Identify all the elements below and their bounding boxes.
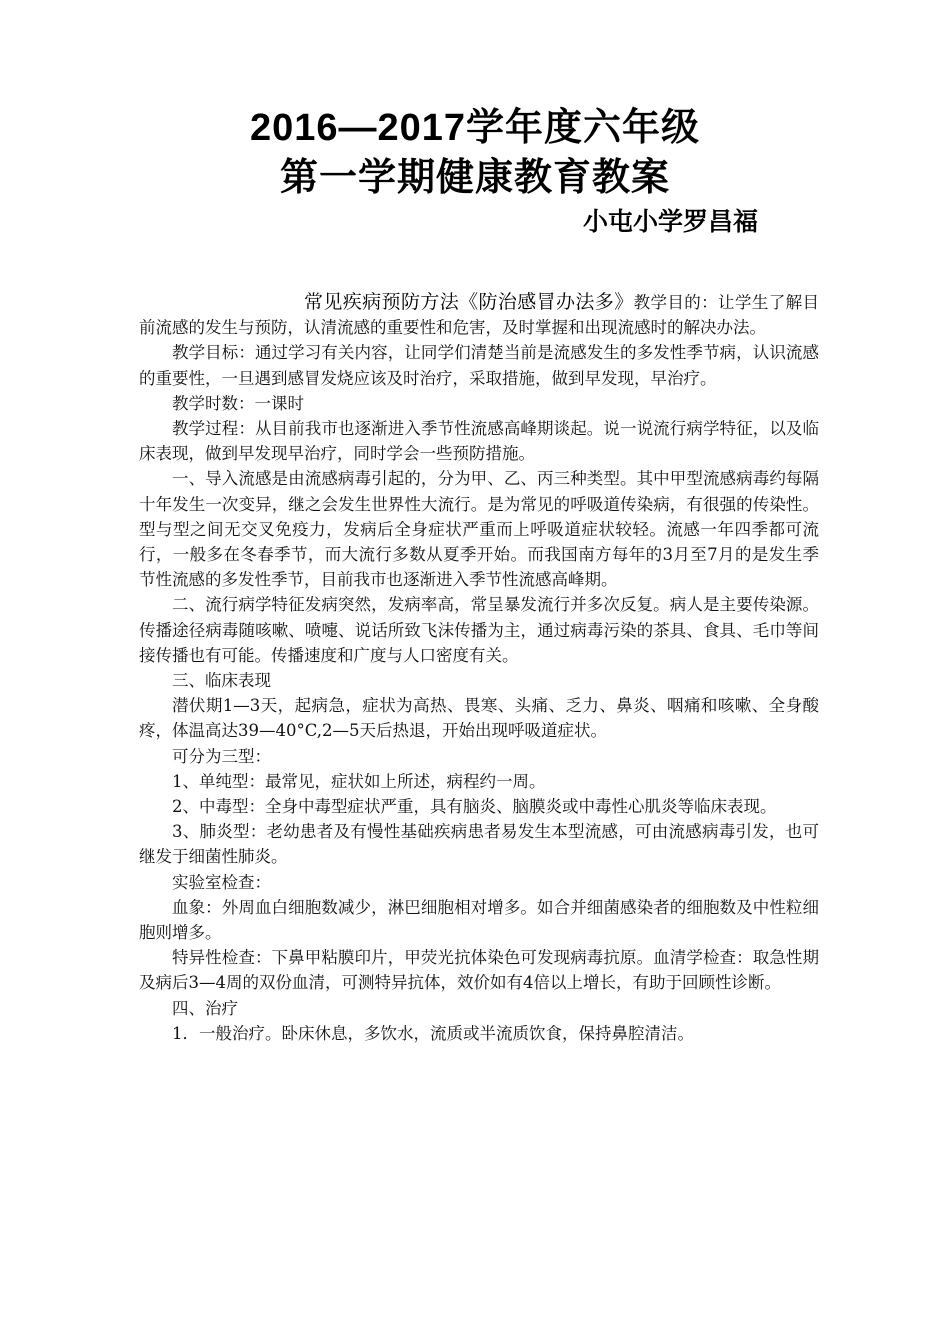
lesson-purpose: 教学目的：让学生了解目前流感的发生与预防，认清流感的重要性和危害，及时掌握和出现流感时的解决办法。 (139, 293, 819, 338)
paragraph-section-2-epidemiology: 二、流行病学特征发病突然，发病率高，常呈暴发流行并多次反复。病人是主要传染源。传播途径病毒随咳嗽、喷嚏、说话所致飞沫传播为主，通过病毒污染的茶具、食具、毛巾等间接传播也有可能。传播速度和广度与人口密度有关。 (139, 595, 819, 665)
paragraph-general-treatment: 1．一般治疗。卧床休息，多饮水，流质或半流质饮食，保持鼻腔清洁。 (172, 1023, 694, 1043)
paragraph-type-pneumonia: 3、肺炎型：老幼患者及有慢性基础疾病患者易发生本型流感，可由流感病毒引发，也可继发于细菌性肺炎。 (139, 822, 819, 867)
paragraph-class-hours: 教学时数：一课时 (172, 393, 304, 413)
heading-section-3-clinical: 三、临床表现 (172, 671, 271, 691)
heading-section-4-treatment: 四、治疗 (172, 998, 238, 1018)
paragraph-section-1-intro: 一、导入流感是由流感病毒引起的，分为甲、乙、丙三种类型。其中甲型流感病毒约每隔十年发生一次变异，继之会发生世界性大流行。是为常见的呼吸道传染病，有很强的传染性。型与型之间无交叉免疫力，发病后全身症状严重而上呼吸道症状较轻。流感一年四季都可流行，一般多在冬春季节，而大流行多数从夏季开始。而我国南方每年的3月至7月的是发生季节性流感的多发性季节，目前我市也逐渐进入季节性流感高峰期。 (139, 469, 819, 590)
paragraph-specific-tests: 特异性检查：下鼻甲粘膜印片，甲荧光抗体染色可发现病毒抗原。血清学检查：取急性期及病后3—4周的双份血清，可测特异抗体，效价如有4倍以上增长，有助于回顾性诊断。 (139, 948, 819, 993)
document-title-line2: 第一学期健康教育教案 (279, 157, 670, 199)
paragraph-blood-picture: 血象：外周血白细胞数减少，淋巴细胞相对增多。如合并细菌感染者的细胞数及中性粒细胞则增多。 (139, 897, 819, 943)
paragraph-type-simple: 1、单纯型：最常见，症状如上所述，病程约一周。 (172, 771, 546, 791)
paragraph-type-toxic: 2、中毒型：全身中毒型症状严重，具有脑炎、脑膜炎或中毒性心肌炎等临床表现。 (172, 797, 777, 817)
author-name: 小屯小学罗昌福 (583, 208, 759, 236)
paragraph-teaching-goal: 教学目标：通过学习有关内容，让同学们清楚当前是流感发生的多发性季节病，认识流感的重要性，一旦遇到感冒发烧应该及时治疗，采取措施，做到早发现，早治疗。 (139, 343, 819, 388)
document-body (139, 290, 819, 1046)
paragraph-lab-tests: 实验室检查： (172, 872, 271, 892)
paragraph-three-types: 可分为三型： (172, 746, 271, 766)
paragraph-incubation: 潜伏期1—3天，起病急，症状为高热、畏寒、头痛、乏力、鼻炎、咽痛和咳嗽、全身酸疼，体温高达39—40°C,2—5天后热退，开始出现呼吸道症状。 (139, 696, 819, 741)
document-title-line1: 2016—2017学年度六年级 (249, 107, 701, 149)
lesson-intro-paragraph (139, 290, 819, 340)
lesson-subtitle: 常见疾病预防方法《防治感冒办法多》 (304, 291, 634, 313)
paragraph-teaching-process: 教学过程：从目前我市也逐渐进入季节性流感高峰期谈起。说一说流行病学特征，以及临床表现，做到早发现早治疗，同时学会一些预防措施。 (139, 419, 819, 464)
